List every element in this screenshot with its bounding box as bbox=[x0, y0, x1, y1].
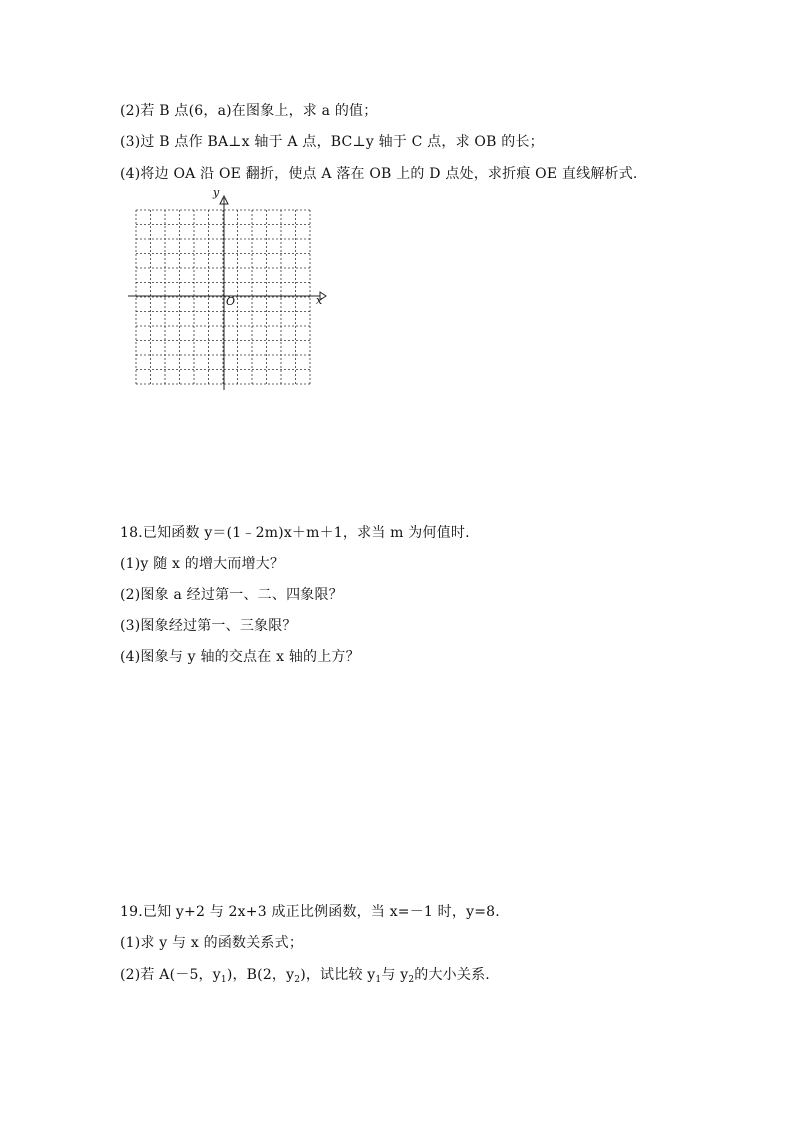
p19-part2-mid1: )，B(2，y bbox=[226, 967, 295, 983]
problem18-part3: (3)图象经过第一、三象限？ bbox=[120, 618, 297, 634]
p19-sub1: 1 bbox=[220, 975, 227, 985]
p19-part2-mid2: )，试比较 y bbox=[300, 967, 376, 983]
grid-svg bbox=[120, 186, 330, 396]
origin-label: O bbox=[226, 295, 236, 308]
problem17-part4: (4)将边 OA 沿 OE 翻折，使点 A 落在 OB 上的 D 点处，求折痕 OE 直线解析式. bbox=[120, 166, 638, 182]
problem19-part2 bbox=[120, 965, 490, 990]
problem18-part4: (4)图象与 y 轴的交点在 x 轴的上方？ bbox=[120, 649, 360, 665]
problem17-part3: (3)过 B 点作 BA⊥x 轴于 A 点，BC⊥y 轴于 C 点，求 OB 的长； bbox=[120, 134, 544, 150]
problem19-part1: (1)求 y 与 x 的函数关系式； bbox=[120, 935, 304, 951]
p19-part2-prefix: (2)若 A(－5，y bbox=[120, 967, 221, 983]
problem17-part2: (2)若 B 点(6，a)在图象上，求 a 的值； bbox=[120, 103, 378, 119]
p19-part2-mid3: 与 y bbox=[381, 967, 409, 983]
problem18-part1: (1)y 随 x 的增大而增大？ bbox=[120, 556, 285, 572]
problem19-stem: 19.已知 y+2 与 2x+3 成正比例函数，当 x=－1 时，y=8. bbox=[120, 904, 500, 920]
p19-sub4: 2 bbox=[408, 975, 415, 985]
p19-sub3: 1 bbox=[375, 975, 382, 985]
p19-part2-suffix: 的大小关系. bbox=[414, 967, 490, 983]
x-axis-label: x bbox=[316, 294, 323, 307]
p19-sub2: 2 bbox=[294, 975, 301, 985]
problem18-stem: 18.已知函数 y＝(1﹣2m)x＋m＋1，求当 m 为何值时. bbox=[120, 525, 470, 541]
y-axis-label: y bbox=[213, 186, 220, 199]
problem18-part2: (2)图象 a 经过第一、二、四象限？ bbox=[120, 587, 343, 603]
coordinate-grid bbox=[120, 186, 330, 396]
